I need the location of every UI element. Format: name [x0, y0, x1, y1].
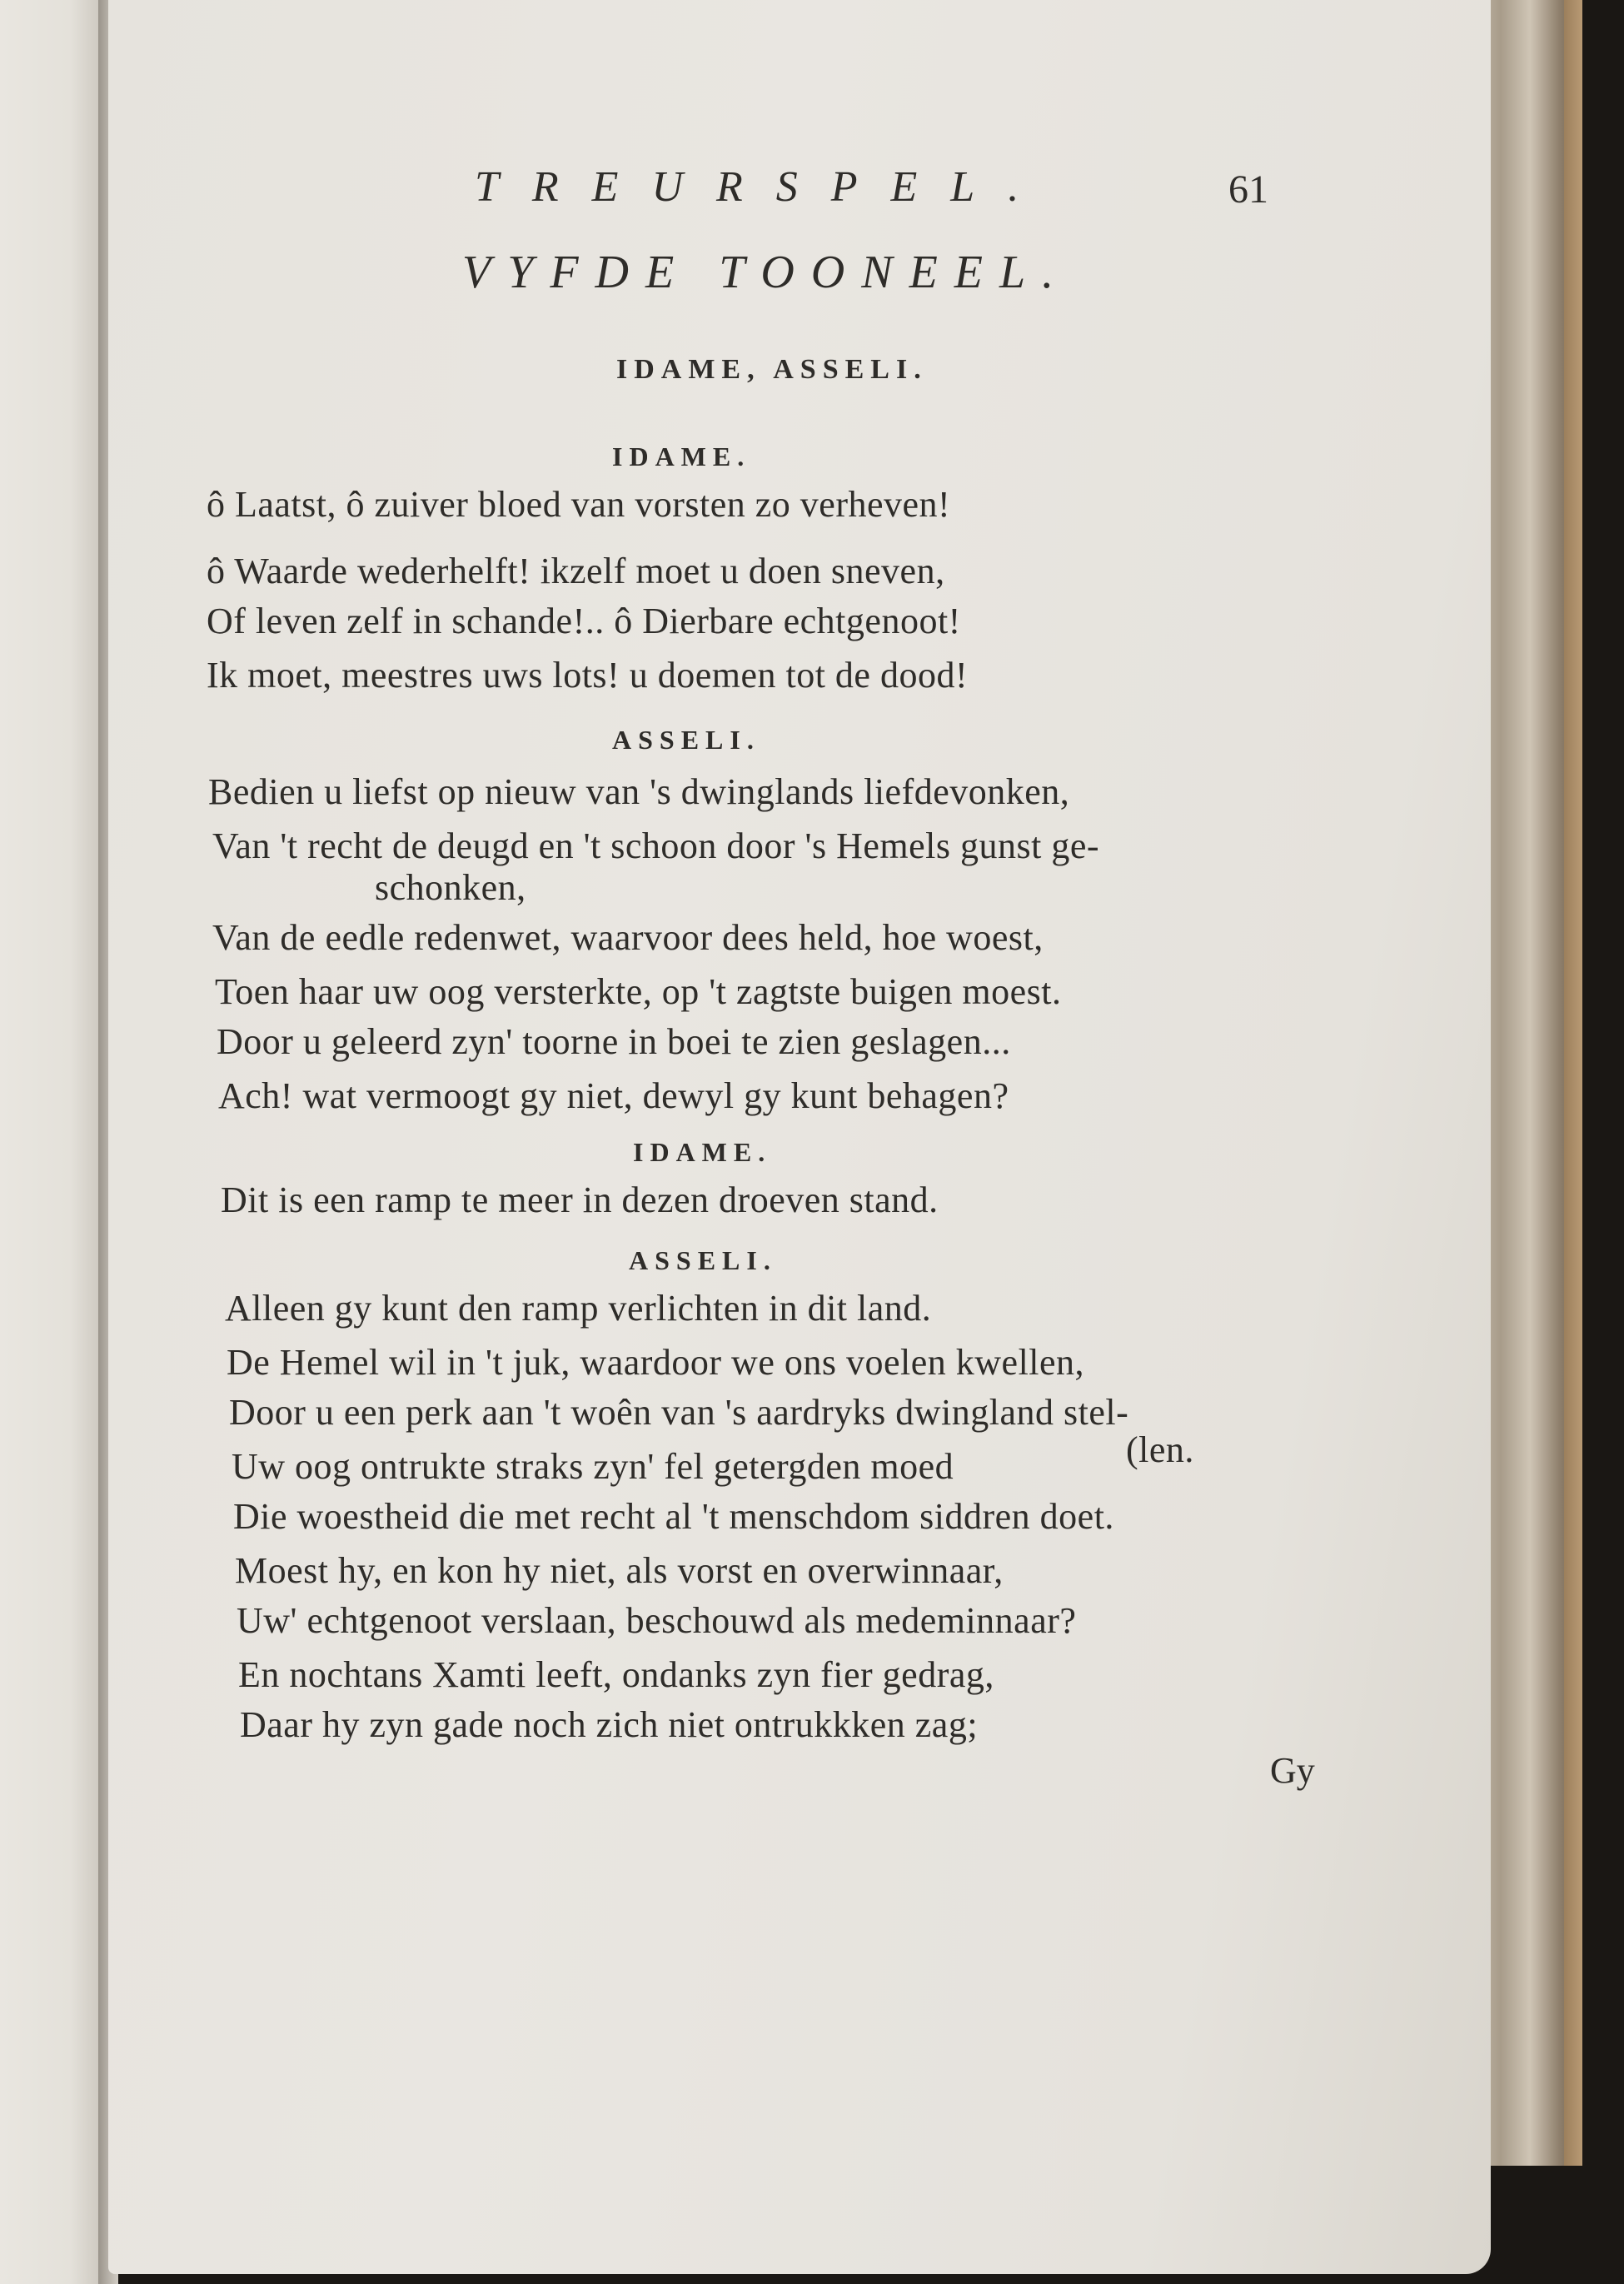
verse-line: ô Waarde wederhelft! ikzelf moet u doen sneven,: [207, 551, 945, 591]
running-head: TREURSPEL.: [475, 163, 1053, 211]
verse-line-continuation: schonken,: [375, 867, 526, 908]
cast-list: IDAME, ASSELI.: [616, 354, 928, 385]
verse-line: Moest hy, en kon hy niet, als vorst en overwinnaar,: [235, 1550, 1004, 1591]
speaker-label: ASSELI.: [629, 1245, 777, 1275]
verse-line: Toen haar uw oog versterkte, op 't zagtste buigen moest.: [215, 971, 1062, 1012]
verse-line-first: [207, 483, 950, 526]
verse-line: Uw oog ontrukte straks zyn' fel getergden moed: [232, 1446, 954, 1487]
scene-title: VYFDE TOONEEL.: [462, 247, 1071, 298]
book-page: [108, 0, 1491, 2274]
speaker-label: IDAME.: [612, 441, 751, 471]
verse-line: Die woestheid die met recht al 't menschdom siddren doet.: [233, 1496, 1114, 1537]
verse-line-turnover: (len.: [1126, 1429, 1194, 1470]
verse-line: Door u geleerd zyn' toorne in boei te zien geslagen...: [217, 1021, 1011, 1062]
verse-line: De Hemel wil in 't juk, waardoor we ons voelen kwellen,: [227, 1342, 1085, 1383]
verse-line: Ik moet, meestres uws lots! u doemen tot de dood!: [207, 655, 969, 696]
verse-line: Alleen gy kunt den ramp verlichten in dit land.: [225, 1288, 932, 1329]
speaker-label: ASSELI.: [612, 725, 760, 755]
verse-line: Van de eedle redenwet, waarvoor dees held, hoe woest,: [212, 917, 1044, 958]
verse-line: Van 't recht de deugd en 't schoon door 's Hemels gunst ge-: [212, 825, 1100, 866]
page-number: 61: [1228, 167, 1268, 212]
verse-line: Door u een perk aan 't woên van 's aardryks dwingland stel-: [229, 1392, 1129, 1433]
verse-line: En nochtans Xamti leeft, ondanks zyn fier gedrag,: [238, 1654, 994, 1695]
verse-line: Uw' echtgenoot verslaan, beschouwd als medeminnaar?: [237, 1600, 1077, 1641]
verse-line: Dit is een ramp te meer in dezen droeven stand.: [221, 1179, 939, 1220]
verse-line: Ach! wat vermoogt gy niet, dewyl gy kunt behagen?: [218, 1075, 1009, 1116]
catchword: Gy: [1270, 1750, 1315, 1791]
verse-line-text: ô Laatst, ô zuiver bloed van vorsten zo verheven!: [207, 484, 951, 525]
verse-line: Daar hy zyn gade noch zich niet ontrukkken zag;: [240, 1704, 979, 1745]
verse-line: Bedien u liefst op nieuw van 's dwinglands liefdevonken,: [208, 771, 1070, 812]
verse-line: Of leven zelf in schande!.. ô Dierbare echtgenoot!: [207, 601, 961, 641]
speaker-label: IDAME.: [633, 1137, 772, 1167]
